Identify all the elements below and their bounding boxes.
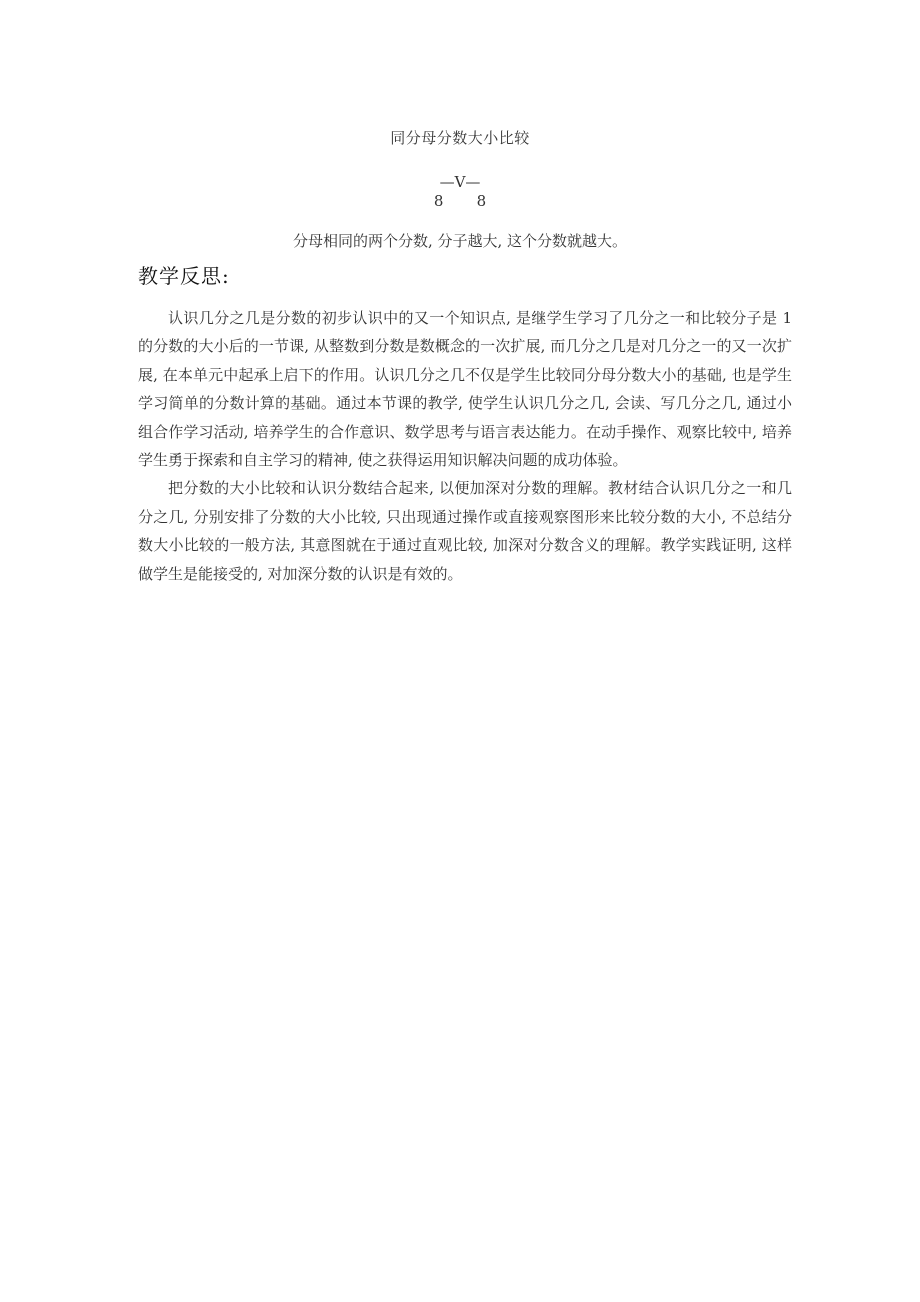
document-title: 同分母分数大小比较 — [390, 129, 530, 147]
paragraph: 认识几分之几是分数的初步认识中的又一个知识点, 是继学生学习了几分之一和比较分子是 1 的分数的大小后的一节课, 从整数到分数是数概念的一次扩展, 而几分之几是对几分之一的又一次扩展, 在本单元中起承上启下的作用。认识几分之几不仅是学生比较同分母分数大小的基础, 也是学生学习简单的分数计算的基础。通过本节课的教学, 使学生认识几分之几, 会读、写几分之几, 通过小组合作学习活动, 培养学生的合作意识、数学思考与语言表达能力。在动手操作、观察比较中, 培养学生勇于探索和自主学习的精神, 使之获得运用知识解决问题的成功体验。 — [138, 309, 792, 470]
reflection-body — [138, 304, 792, 588]
formula-top-line: —V— — [439, 173, 481, 191]
rule-summary: 分母相同的两个分数, 分子越大, 这个分数就越大。 — [292, 232, 628, 250]
fraction-comparison-formula — [0, 172, 920, 210]
formula-right-denominator: 8 — [476, 192, 487, 210]
formula-denominators — [0, 192, 920, 210]
formula-left-denominator: 8 — [433, 192, 444, 210]
paragraph: 把分数的大小比较和认识分数结合起来, 以便加深对分数的理解。教材结合认识几分之一和几分之几, 分别安排了分数的大小比较, 只出现通过操作或直接观察图形来比较分数的大小, 不总结分数大小比较的一般方法, 其意图就在于通过直观比较, 加深对分数含义的理解。教学实践证明, 这样做学生是能接受的, 对加深分数的认识是有效的。 — [138, 479, 792, 583]
section-heading: 教学反思: — [138, 264, 230, 288]
